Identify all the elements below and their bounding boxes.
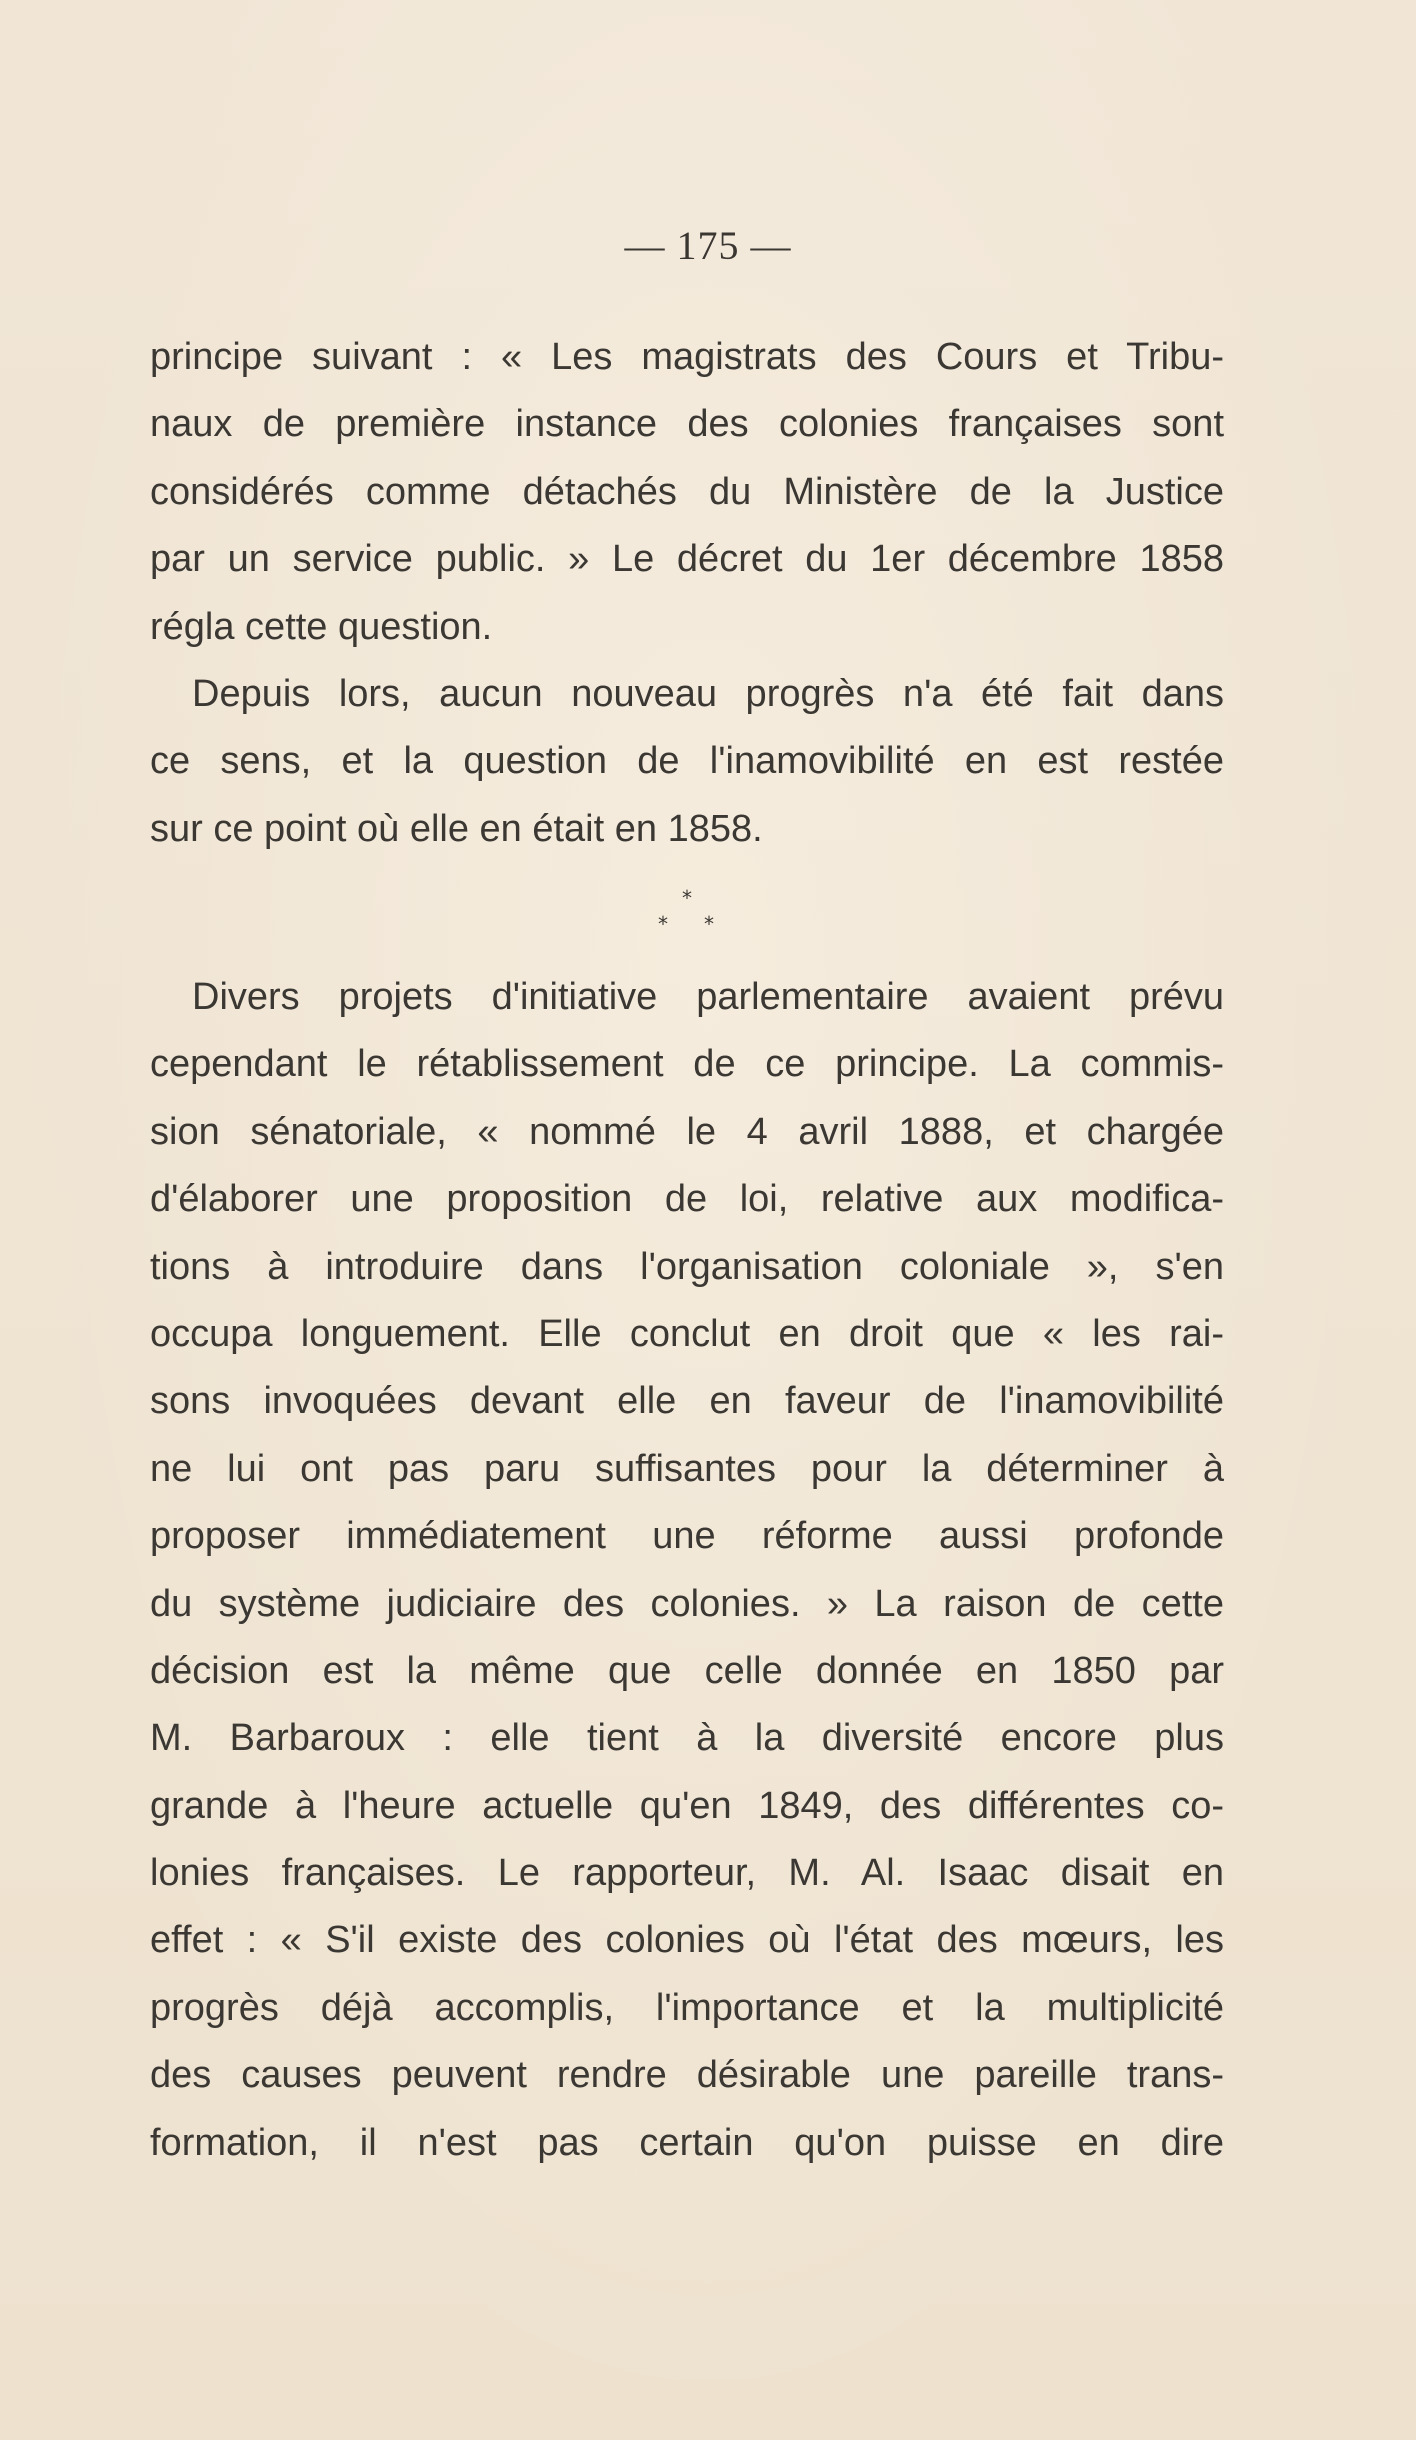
text-block-top <box>150 324 1224 863</box>
text-line: du système judiciaire des colonies. » La raison de cette <box>150 1582 1224 1625</box>
star-icon: * <box>682 886 692 910</box>
text-line: tions à introduire dans l'organisation coloniale », s'en <box>150 1245 1224 1288</box>
text-line: sion sénatoriale, « nommé le 4 avril 1888, et chargée <box>150 1110 1224 1153</box>
page-number: — 175 — <box>624 223 792 268</box>
text-line: ne lui ont pas paru suffisantes pour la déterminer à <box>150 1447 1224 1490</box>
text-line: occupa longuement. Elle conclut en droit que « les rai- <box>150 1312 1224 1355</box>
text-line: ce sens, et la question de l'inamovibilité en est restée <box>150 740 1224 783</box>
paragraph-1 <box>150 324 1224 661</box>
text-line: régla cette question. <box>150 605 493 648</box>
star-icon: * <box>704 912 714 936</box>
text-line: naux de première instance des colonies françaises sont <box>150 403 1224 446</box>
text-line: proposer immédiatement une réforme aussi profonde <box>150 1515 1224 1558</box>
text-line: sur ce point où elle en était en 1858. <box>150 807 763 850</box>
paragraph-3 <box>150 964 1224 2177</box>
text-line: progrès déjà accomplis, l'importance et la multiplicité <box>150 1986 1224 2029</box>
text-line: principe suivant : « Les magistrats des Cours et Tribu- <box>150 336 1224 378</box>
text-line: des causes peuvent rendre désirable une pareille trans- <box>150 2054 1224 2097</box>
text-line: Divers projets d'initiative parlementaire avaient prévu <box>192 976 1224 1018</box>
text-line: M. Barbaroux : elle tient à la diversité encore plus <box>150 1717 1224 1760</box>
paragraph-2 <box>150 661 1224 863</box>
text-line: décision est la même que celle donnée en 1850 par <box>150 1649 1224 1692</box>
text-line: formation, il n'est pas certain qu'on puisse en dire <box>150 2121 1224 2164</box>
text-line: effet : « S'il existe des colonies où l'état des mœurs, les <box>150 1919 1224 1962</box>
text-line: lonies françaises. Le rapporteur, M. Al. Isaac disait en <box>150 1852 1224 1895</box>
text-line: sons invoquées devant elle en faveur de l'inamovibilité <box>150 1380 1224 1423</box>
text-line: Depuis lors, aucun nouveau progrès n'a été fait dans <box>192 672 1224 715</box>
asterism-separator <box>0 886 1416 956</box>
text-line: considérés comme détachés du Ministère de la Justice <box>150 470 1224 513</box>
text-line: grande à l'heure actuelle qu'en 1849, des différentes co- <box>150 1784 1224 1827</box>
text-line: d'élaborer une proposition de loi, relative aux modifica- <box>150 1178 1224 1221</box>
text-line: par un service public. » Le décret du 1er décembre 1858 <box>150 538 1224 581</box>
star-icon: * <box>658 912 668 936</box>
text-line: cependant le rétablissement de ce principe. La commis- <box>150 1043 1224 1086</box>
text-block-bottom <box>150 964 1224 2177</box>
